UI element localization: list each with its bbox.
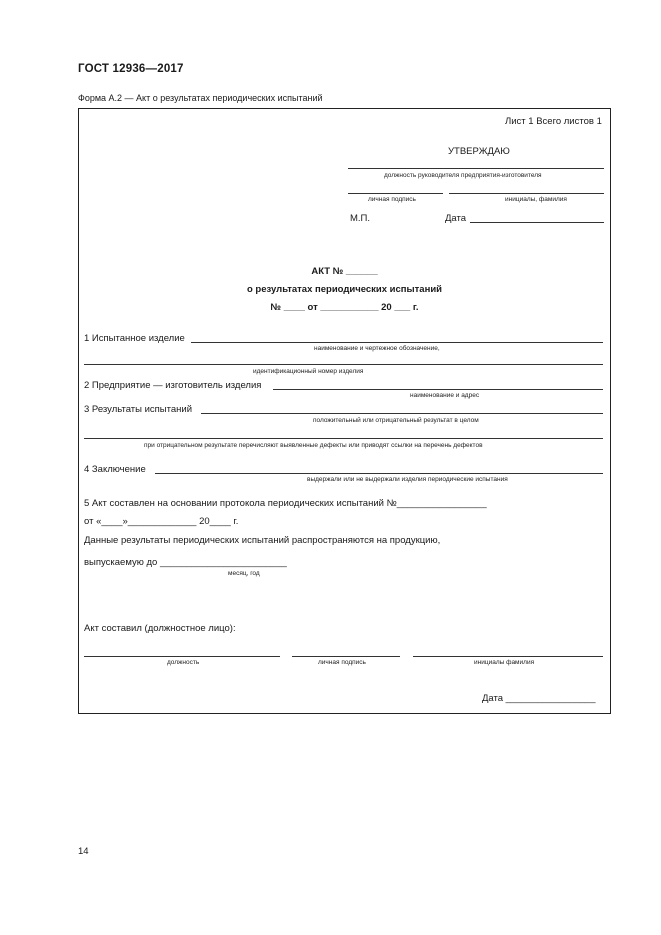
item2-caption: наименование и адрес — [410, 392, 480, 399]
compiler-initials-caption: инициалы фамилия — [474, 659, 535, 666]
item3-line2 — [84, 438, 603, 439]
approval-date-label: Дата — [445, 213, 467, 224]
standard-designation: ГОСТ 12936—2017 — [78, 63, 184, 75]
compiled-by: Акт составил (должностное лицо): — [84, 623, 236, 634]
approve-heading: УТВЕРЖДАЮ — [448, 146, 510, 157]
item1-caption: наименование и чертежное обозначение, — [314, 345, 440, 352]
act-title: АКТ № ______ — [311, 266, 378, 277]
initials-line — [449, 193, 604, 194]
approval-date-line — [470, 222, 604, 223]
act-subtitle: о результатах периодических испытаний — [246, 284, 443, 295]
position-line — [348, 168, 604, 169]
page-number: 14 — [78, 846, 89, 857]
released-until: выпускаемую до ________________________ — [84, 557, 287, 568]
item1-label: 1 Испытанное изделие — [84, 333, 185, 344]
initials-caption: инициалы, фамилия — [505, 196, 567, 203]
position-caption: должность руководителя предприятия-изготовителя — [384, 172, 542, 179]
stamp-label: М.П. — [350, 213, 371, 224]
compiler-signature-line — [292, 656, 400, 657]
item5-text: 5 Акт составлен на основании протокола периодических испытаний №_________________ — [84, 498, 487, 509]
item3-caption2: при отрицательном результате перечисляют выявленные дефекты или приводят ссылки на перечень дефектов — [144, 442, 483, 449]
item4-caption: выдержали или не выдержали изделия периодические испытания — [307, 476, 508, 483]
signature-caption: личная подпись — [368, 196, 416, 203]
month-year-caption: месяц, год — [228, 570, 260, 577]
compiler-position-line — [84, 656, 280, 657]
item1-caption2: идентификационный номер изделия — [253, 368, 364, 375]
item2-label: 2 Предприятие — изготовитель изделия — [84, 380, 262, 391]
compiler-position-caption: должность — [167, 659, 200, 666]
compiler-initials-line — [413, 656, 603, 657]
item4-line — [155, 473, 603, 474]
act-number: № ____ от ___________ 20 ___ г. — [270, 302, 419, 313]
signature-line — [348, 193, 443, 194]
item3-caption: положительный или отрицательный результат в целом — [313, 417, 479, 424]
item4-label: 4 Заключение — [84, 464, 146, 475]
final-date: Дата _________________ — [482, 693, 596, 704]
item3-line — [201, 413, 603, 414]
item1-line2 — [84, 364, 603, 365]
item5-date: от «____»_____________ 20____ г. — [84, 516, 239, 527]
form-title: Форма А.2 — Акт о результатах периодических испытаний — [78, 93, 323, 103]
item1-line — [191, 342, 603, 343]
item3-label: 3 Результаты испытаний — [84, 404, 193, 415]
sheet-info: Лист 1 Всего листов 1 — [505, 116, 602, 127]
distribution-text: Данные результаты периодических испытаний распространяются на продукцию, — [84, 535, 441, 546]
compiler-signature-caption: личная подпись — [318, 659, 366, 666]
item2-line — [273, 389, 603, 390]
